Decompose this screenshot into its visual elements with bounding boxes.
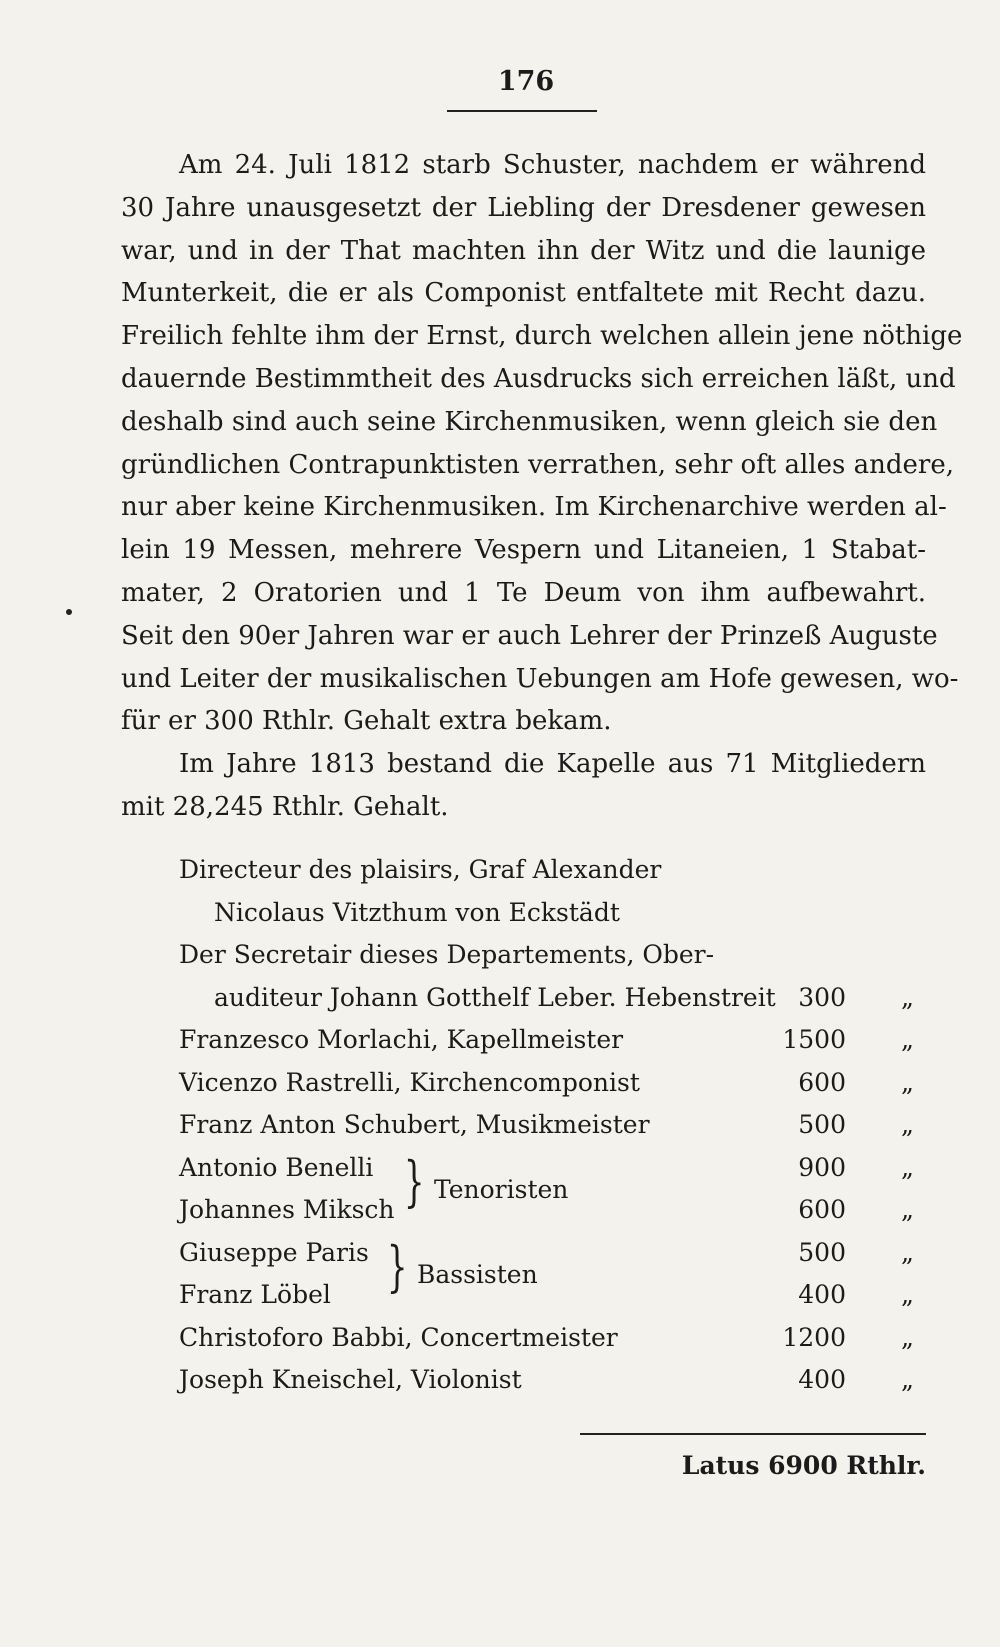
text-line: und Leiter der musikalischen Uebungen am Hofe gewesen, wo- — [121, 663, 959, 694]
ditto-mark: „ — [901, 1280, 914, 1309]
salary-amount: 500 — [798, 1110, 846, 1139]
staff-name: Directeur des plaisirs, Graf Alexander — [179, 855, 662, 884]
ditto-mark: „ — [901, 1152, 914, 1182]
staff-name: Der Secretair dieses Departements, Ober- — [179, 940, 715, 969]
salary-amount: 500 — [798, 1237, 846, 1267]
salary-amount: 1200 — [782, 1322, 846, 1352]
text-line: war, und in der That machten ihn der Witz und die launige — [121, 235, 926, 266]
salary-amount: 400 — [798, 1280, 846, 1309]
text-line: Im Jahre 1813 bestand die Kapelle aus 71 Mitgliedern — [179, 749, 926, 780]
ditto-mark: „ — [901, 1110, 914, 1139]
text-line: Freilich fehlte ihm der Ernst, durch welchen allein jene nöthige — [121, 321, 963, 352]
ditto-mark: „ — [901, 1195, 914, 1224]
margin-mark — [66, 609, 72, 615]
staff-row — [121, 898, 926, 940]
salary-amount: 600 — [798, 1067, 846, 1097]
page-number: 176 — [497, 66, 555, 97]
staff-row — [121, 940, 926, 982]
text-line: Munterkeit, die er als Componist entfaltete mit Recht dazu. — [121, 278, 926, 309]
salary-amount: 300 — [798, 982, 846, 1012]
text-line: 30 Jahre unausgesetzt der Liebling der Dresdener gewesen — [121, 192, 926, 223]
text-line: Seit den 90er Jahren war er auch Lehrer der Prinzeß Auguste — [121, 620, 938, 651]
staff-name: Johannes Miksch — [179, 1195, 395, 1224]
ditto-mark: „ — [901, 1067, 914, 1097]
ditto-mark: „ — [901, 1237, 914, 1267]
sum-rule — [580, 1433, 926, 1435]
brace-basses: } — [386, 1235, 408, 1298]
staff-name: Franzesco Morlachi, Kapellmeister — [179, 1025, 624, 1054]
staff-row — [121, 1068, 926, 1110]
text-line: dauernde Bestimmtheit des Ausdrucks sich erreichen läßt, und — [121, 363, 956, 394]
staff-name: Antonio Benelli — [179, 1152, 374, 1182]
ditto-mark: „ — [901, 1025, 914, 1054]
page-number-rule — [447, 110, 597, 112]
staff-name: Nicolaus Vitzthum von Eckstädt — [214, 897, 620, 927]
ditto-mark: „ — [901, 982, 914, 1012]
salary-amount: 400 — [798, 1365, 846, 1394]
text-line: mater, 2 Oratorien und 1 Te Deum von ihm aufbewahrt. — [121, 577, 926, 608]
staff-name: Vicenzo Rastrelli, Kirchencomponist — [179, 1067, 640, 1097]
staff-name: Franz Löbel — [179, 1280, 331, 1309]
staff-row — [121, 1365, 926, 1407]
staff-name: Christoforo Babbi, Concertmeister — [179, 1322, 618, 1352]
text-line: gründlichen Contrapunktisten verrathen, sehr oft alles andere, — [121, 449, 954, 480]
brace-tenors: } — [403, 1150, 425, 1213]
staff-name: Giuseppe Paris — [179, 1237, 369, 1267]
text-line: mit 28,245 Rthlr. Gehalt. — [121, 791, 449, 822]
ditto-mark: „ — [901, 1322, 914, 1352]
staff-row — [121, 1323, 926, 1365]
salary-amount: 1500 — [782, 1025, 846, 1054]
group-label-tenors: Tenoristen — [434, 1175, 569, 1204]
salary-amount: 600 — [798, 1195, 846, 1224]
staff-name: Joseph Kneischel, Violonist — [179, 1365, 522, 1394]
latus-total: Latus 6900 Rthlr. — [681, 1451, 926, 1480]
staff-row — [121, 855, 926, 897]
text-line: nur aber keine Kirchenmusiken. Im Kirchenarchive werden al- — [121, 492, 947, 523]
group-label-basses: Bassisten — [417, 1260, 538, 1289]
text-line: lein 19 Messen, mehrere Vespern und Litaneien, 1 Stabat- — [121, 535, 926, 566]
text-line: Am 24. Juli 1812 starb Schuster, nachdem er während — [179, 150, 926, 180]
text-line: deshalb sind auch seine Kirchenmusiken, wenn gleich sie den — [121, 406, 938, 437]
staff-row — [121, 1110, 926, 1152]
salary-amount: 900 — [798, 1152, 846, 1182]
text-line: für er 300 Rthlr. Gehalt extra bekam. — [121, 706, 612, 737]
staff-row — [121, 983, 926, 1025]
staff-name: auditeur Johann Gotthelf Leber. Hebenstreit — [214, 982, 776, 1012]
staff-name: Franz Anton Schubert, Musikmeister — [179, 1110, 650, 1139]
ditto-mark: „ — [901, 1365, 914, 1394]
body-text — [121, 144, 963, 829]
staff-row — [121, 1025, 926, 1067]
